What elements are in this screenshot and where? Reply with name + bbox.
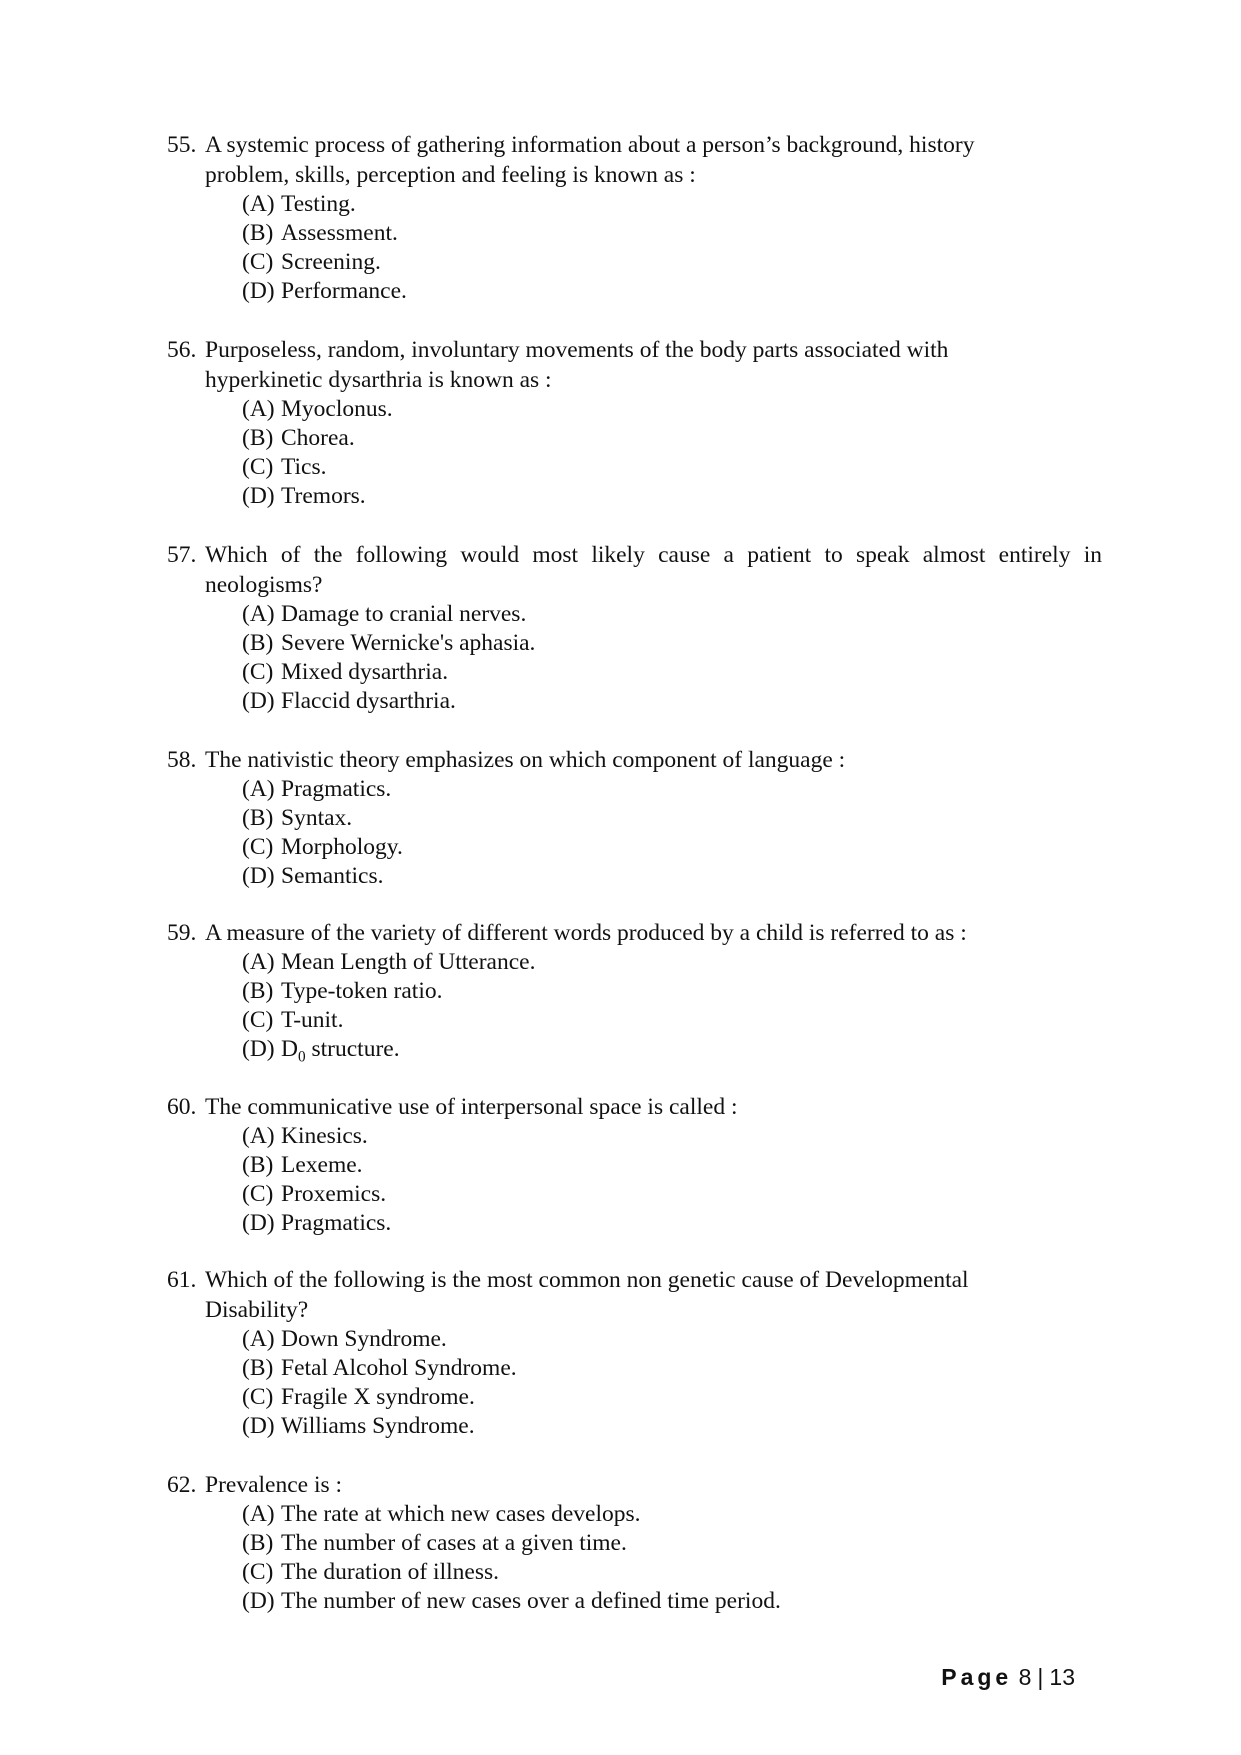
question-text: Prevalence is : (205, 1472, 343, 1498)
question-62 (167, 1470, 1102, 1616)
option-c: (C) T-unit. (242, 1007, 344, 1033)
question-text: The nativistic theory emphasizes on which component of language : (205, 747, 846, 773)
question-number: 59. (167, 920, 197, 946)
option-d: (D) The number of new cases over a defined time period. (242, 1588, 781, 1614)
question-56 (167, 335, 1102, 511)
question-61 (167, 1265, 1102, 1441)
option-a: (A) Mean Length of Utterance. (242, 949, 536, 975)
question-text: A measure of the variety of different words produced by a child is referred to as : (205, 920, 967, 946)
question-60 (167, 1092, 1102, 1238)
option-a: (A) Damage to cranial nerves. (242, 601, 527, 627)
question-number: 58. (167, 747, 197, 773)
option-b: (B) Chorea. (242, 425, 355, 451)
question-55 (167, 130, 1102, 306)
option-a: (A) Down Syndrome. (242, 1326, 447, 1352)
question-number: 62. (167, 1472, 197, 1498)
option-d: (D) Performance. (242, 278, 407, 304)
option-c: (C) Tics. (242, 454, 327, 480)
question-59 (167, 918, 1102, 1064)
option-c: (C) Fragile X syndrome. (242, 1384, 475, 1410)
question-57 (167, 540, 1102, 716)
option-c: (C) Proxemics. (242, 1181, 387, 1207)
option-d: (D) Pragmatics. (242, 1210, 392, 1236)
option-b: (B) Fetal Alcohol Syndrome. (242, 1355, 517, 1381)
page-current: 8 (1018, 1664, 1032, 1690)
option-b: (B) Severe Wernicke's aphasia. (242, 630, 536, 656)
option-d: (D) Flaccid dysarthria. (242, 688, 456, 714)
question-number: 60. (167, 1094, 197, 1120)
option-b: (B) Assessment. (242, 220, 398, 246)
question-text: Which of the following is the most common non genetic cause of Developmental Disability? (205, 1267, 969, 1323)
option-c: (C) Morphology. (242, 834, 403, 860)
option-b: (B) Lexeme. (242, 1152, 363, 1178)
option-c: (C) The duration of illness. (242, 1559, 499, 1585)
option-d: (D) Semantics. (242, 863, 384, 889)
question-text: A systemic process of gathering information about a person’s background, history problem, skills, perception and feeling is known as : (205, 132, 975, 188)
option-c: (C) Screening. (242, 249, 381, 275)
question-number: 61. (167, 1267, 197, 1293)
option-a: (A) Pragmatics. (242, 776, 392, 802)
page-total: 13 (1049, 1664, 1075, 1690)
option-c: (C) Mixed dysarthria. (242, 659, 449, 685)
option-d: (D) $D_0$ structure. (242, 1036, 400, 1066)
question-58 (167, 745, 1102, 891)
question-number: 55. (167, 132, 197, 158)
option-a: (A) Myoclonus. (242, 396, 393, 422)
question-number: 57. (167, 542, 197, 568)
option-b: (B) Type-token ratio. (242, 978, 443, 1004)
option-d: (D) Tremors. (242, 483, 366, 509)
option-b: (B) Syntax. (242, 805, 353, 831)
page-label: Page (941, 1664, 1013, 1690)
option-a: (A) Kinesics. (242, 1123, 368, 1149)
option-b: (B) The number of cases at a given time. (242, 1530, 627, 1556)
question-text: Which of the following would most likely cause a patient to speak almost entirely in neologisms? (205, 542, 1102, 598)
question-number: 56. (167, 337, 197, 363)
page-separator: | (1037, 1664, 1044, 1690)
question-text: Purposeless, random, involuntary movements of the body parts associated with hyperkinetic dysarthria is known as : (205, 337, 949, 393)
question-text: The communicative use of interpersonal space is called : (205, 1094, 738, 1120)
page-footer (941, 1664, 1075, 1691)
option-d: (D) Williams Syndrome. (242, 1413, 475, 1439)
option-a: (A) The rate at which new cases develops. (242, 1501, 641, 1527)
option-a: (A) Testing. (242, 191, 356, 217)
